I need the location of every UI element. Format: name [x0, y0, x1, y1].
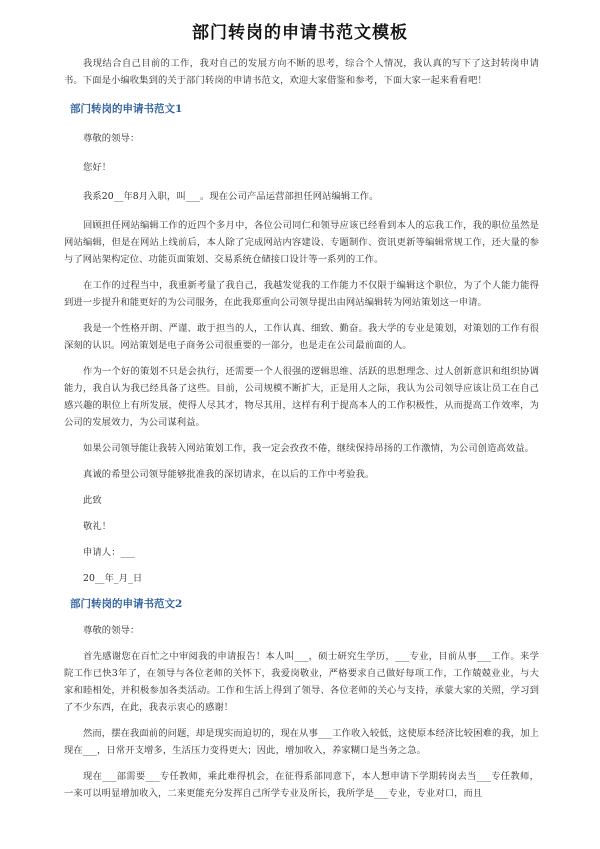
document-body: [64, 55, 539, 802]
body-paragraph: 在工作的过程当中，我重新考量了我自己，我越发觉我的工作能力不仅限于编辑这个职位，为了个人能力能得到进一步提升和能更好的为公司服务，在此我郑重向公司领导提出由网站编辑转为网站策划这一申请。: [64, 280, 539, 308]
body-paragraph: 首先感谢您在百忙之中审阅我的申请报告！本人叫___，硕士研究生学历，___专业，目前从事___工作。来学院工作已快3年了，在领导与各位老师的关怀下，我爱岗敬业，严格要求自己做好每项工作，工作兢兢业业，与大家和睦相处，并积极参加各类活动。工作和生活上得到了领导、各位老师的关心与支持，承蒙大家的关照，学习到了不少东西，在此，我表示衷心的感谢！: [64, 651, 539, 713]
body-paragraph: 然而，摆在我面前的问题，却是现实而迫切的，现在从事___工作收入较低，这使原本经济比较困难的我，加上现在___，日常开支增多，生活压力变得更大；因此，增加收入，养家糊口是当务之急。: [64, 728, 539, 756]
body-paragraph: 回顾担任网站编辑工作的近四个多月中，各位公司同仁和领导应该已经看到本人的忘我工作，我的职位虽然是网站编辑，但是在网站上线前后，本人除了完成网站内容建设、专题制作、资讯更新等编辑常规工作，还大量的参与了网站架构定位、功能页面策划、交易系统仓储接口设计等一系列的工作。: [64, 220, 539, 265]
body-paragraph: 我系20__年8月入职，叫___。现在公司产品运营部担任网站编辑工作。: [83, 191, 379, 202]
closing-salute: 敬礼！: [83, 521, 112, 532]
section-heading-1: 部门转岗的申请书范文1: [70, 103, 183, 115]
salutation: 尊敬的领导：: [83, 625, 140, 636]
date-line: 20__年_月_日: [83, 573, 143, 584]
applicant-line: 申请人：___: [83, 547, 135, 558]
closing-line: 此致: [83, 495, 102, 506]
body-paragraph: 作为一个好的策划不只是会执行，还需要一个人很强的逻辑思维、活跃的思想理念、过人创新意识和组织协调能力，我自认为我已经具备了这些。目前，公司规模不断扩大，正是用人之际，我认为公司领导应该让员工在自己感兴趣的职位上有所发展，使得人尽其才，物尽其用，这样有利于提高本人的工作积极性，从而提高工作效率，为公司的发展效力，为公司谋利益。: [64, 366, 539, 428]
body-paragraph: 真诚的希望公司领导能够批准我的深切请求，在以后的工作中考验我。: [83, 469, 375, 480]
greeting: 您好！: [83, 162, 112, 173]
body-paragraph: 我是一个性格开朗、严谨、敢于担当的人，工作认真、细致、勤奋。我大学的专业是策划，对策划的工作有很深刻的认识。网站策划是电子商务公司很重要的一部分，也是走在公司最前面的人。: [64, 323, 539, 351]
section-heading-2: 部门转岗的申请书范文2: [70, 598, 183, 610]
intro-paragraph: 我现结合自己目前的工作，我对自己的发展方向不断的思考，综合个人情况，我认真的写下了这封转岗申请书。下面是小编收集到的关于部门转岗的申请书范文，欢迎大家借鉴和参考，下面大家一起来看看吧！: [64, 58, 539, 86]
body-paragraph: 如果公司领导能让我转入网站策划工作，我一定会孜孜不倦，继续保持昂扬的工作激情，为公司创造高效益。: [83, 443, 535, 454]
document-title: 部门转岗的申请书范文模板: [192, 23, 408, 43]
body-paragraph: 现在___部需要___专任教师，乘此难得机会，在征得系部同意下，本人想申请下学期转岗去当___专任教师，一来可以明显增加收入，二来更能充分发挥自己所学专业及所长，我所学是___专业，专业对口，而且: [64, 771, 539, 799]
salutation: 尊敬的领导：: [83, 133, 140, 144]
